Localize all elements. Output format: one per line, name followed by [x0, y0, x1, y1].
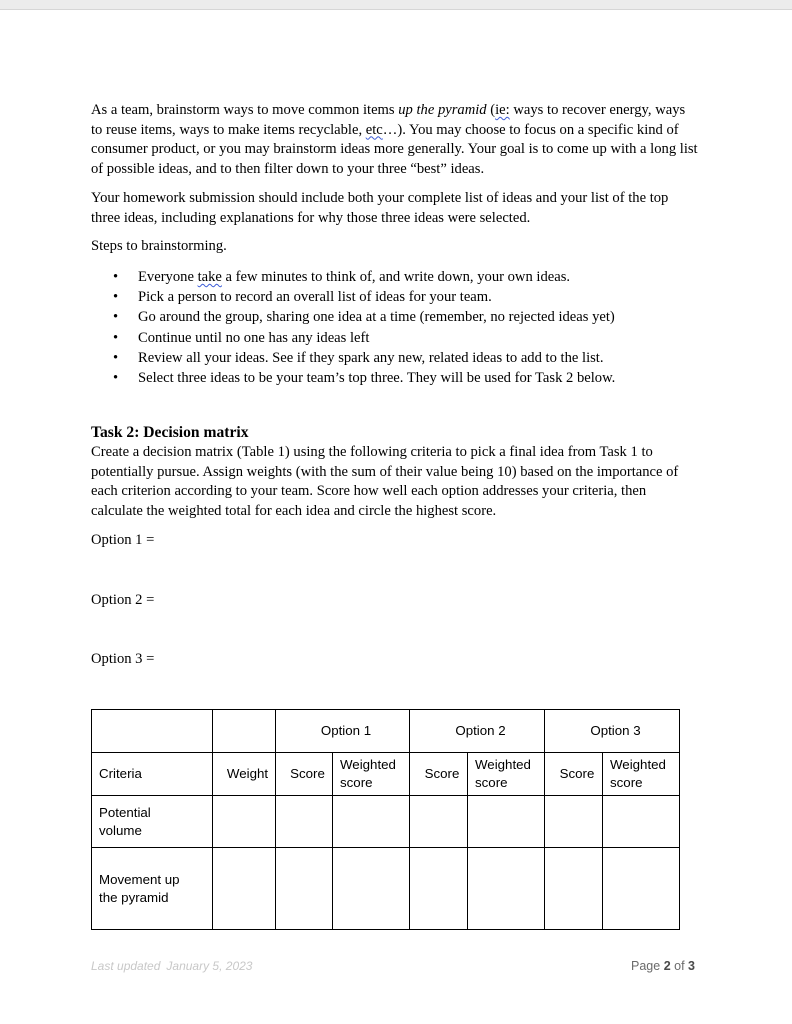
bullet-icon: • — [113, 329, 119, 346]
table-cell[interactable] — [468, 796, 545, 848]
table-cell[interactable] — [333, 848, 410, 930]
text-run: …). You may choose to focus on a specific kind of consumer product, or you may brainstorm ideas more generally. Your goal is to come up with a long list of possible ideas, and to then filter down to your three “best” ideas. — [91, 121, 698, 177]
table-cell[interactable] — [410, 848, 468, 930]
spellcheck-word[interactable]: take — [197, 269, 222, 285]
weighted-score-header — [468, 753, 545, 796]
option-1-header: Option 1 — [276, 710, 410, 753]
list-item — [91, 329, 615, 349]
text-run: ( — [486, 102, 496, 118]
list-item-text: Select three ideas to be your team’s top three. They will be used for Task 2 below. — [138, 369, 616, 386]
table-row — [92, 796, 680, 848]
weighted-score-header — [333, 753, 410, 796]
table-cell[interactable] — [213, 848, 276, 930]
option-1-label: Option 1 = — [91, 532, 155, 548]
list-item — [91, 369, 615, 389]
table-cell[interactable] — [545, 848, 603, 930]
decision-matrix-table — [91, 709, 680, 930]
criteria-header: Criteria — [92, 753, 213, 796]
intro-paragraph — [91, 101, 699, 179]
list-item — [91, 268, 615, 288]
header-line: Weighted — [340, 757, 396, 772]
table-cell[interactable] — [92, 710, 213, 753]
table-cell[interactable] — [603, 796, 680, 848]
header-line: score — [340, 775, 373, 790]
spellcheck-word[interactable]: etc — [365, 121, 383, 138]
header-line: Weighted — [475, 757, 531, 772]
option-3-header: Option 3 — [545, 710, 680, 753]
bullet-icon: • — [113, 369, 119, 386]
criteria-movement-up-pyramid: Movement up the pyramid — [92, 848, 213, 930]
table-subheader-row — [92, 753, 680, 796]
option-3-label: Option 3 = — [91, 651, 155, 667]
footer-date: January 5, 2023 — [166, 959, 253, 973]
table-cell[interactable] — [545, 796, 603, 848]
emphasis-text: up the pyramid — [398, 102, 487, 118]
table-cell[interactable] — [276, 848, 333, 930]
weighted-score-header — [603, 753, 680, 796]
footer-label: Last updated — [91, 959, 161, 973]
text-run: a few minutes to think of, and write down, your own ideas. — [221, 269, 571, 285]
header-line: score — [610, 775, 643, 790]
page-total: 3 — [688, 959, 695, 973]
text-run: Everyone — [138, 269, 198, 285]
brainstorm-steps-list — [91, 268, 615, 389]
bullet-icon: • — [113, 269, 119, 285]
task2-description: Create a decision matrix (Table 1) using the following criteria to pick a final idea from Task 1 to potentially pursue. Assign weights (with the sum of their value being 10) based on the importance of each criterion according to your team. Score how well each option addresses your criteria, then calculate the weighted total for each idea and circle the highest score. — [91, 444, 679, 519]
header-line: score — [475, 775, 508, 790]
bullet-icon: • — [113, 289, 119, 306]
score-header: Score — [276, 753, 333, 796]
page-current: 2 — [663, 959, 671, 973]
table-cell[interactable] — [276, 796, 333, 848]
table-header-row — [92, 710, 680, 753]
window-top-bar — [0, 0, 792, 10]
header-line: Weighted — [610, 757, 666, 772]
text-run: ways to recover energy, ways to reuse items, ways to make items recyclable, — [91, 102, 686, 138]
option-2-header: Option 2 — [410, 710, 545, 753]
footer-page-number — [631, 959, 695, 973]
score-header: Score — [410, 753, 468, 796]
list-item — [91, 288, 615, 308]
of-word: of — [674, 959, 685, 973]
criteria-potential-volume: Potential volume — [92, 796, 213, 848]
option-2-label: Option 2 = — [91, 592, 155, 608]
table-cell[interactable] — [410, 796, 468, 848]
table-cell[interactable] — [468, 848, 545, 930]
table-cell[interactable] — [603, 848, 680, 930]
table-cell[interactable] — [213, 710, 276, 753]
table-cell[interactable] — [213, 796, 276, 848]
list-item-text: Go around the group, sharing one idea at a time (remember, no rejected ideas yet) — [138, 309, 615, 326]
bullet-icon: • — [113, 349, 119, 366]
list-item-text: Pick a person to record an overall list of ideas for your team. — [138, 289, 492, 306]
spellcheck-word[interactable]: ie: — [495, 102, 510, 118]
table-row — [92, 848, 680, 930]
bullet-icon: • — [113, 309, 119, 326]
list-item — [91, 349, 615, 369]
weight-header: Weight — [213, 753, 276, 796]
list-item — [91, 308, 615, 328]
list-item-text: Continue until no one has any ideas left — [138, 329, 370, 346]
text-run: As a team, brainstorm ways to move common items — [91, 102, 399, 118]
table-cell[interactable] — [333, 796, 410, 848]
steps-heading: Steps to brainstorming. — [91, 238, 227, 254]
footer-last-updated — [91, 959, 252, 973]
score-header: Score — [545, 753, 603, 796]
list-item-text: Review all your ideas. See if they spark any new, related ideas to add to the list. — [138, 349, 604, 366]
submission-paragraph: Your homework submission should include both your complete list of ideas and your list of the top three ideas, including explanations for why those three ideas were selected. — [91, 190, 669, 226]
task2-heading: Task 2: Decision matrix — [91, 424, 249, 441]
page-word: Page — [631, 959, 661, 973]
